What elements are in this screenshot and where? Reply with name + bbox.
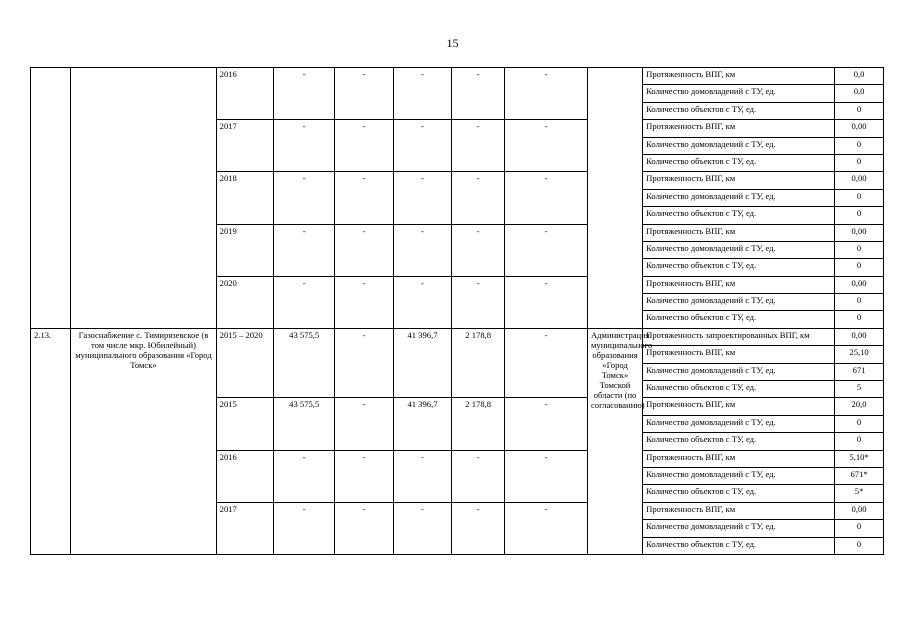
indicator-value-cell: 0	[835, 137, 884, 154]
finance-total-cell: -	[273, 120, 335, 172]
indicator-label-cell: Количество объектов с ТУ, ед.	[643, 207, 835, 224]
finance-regional-cell: -	[393, 276, 451, 328]
finance-federal-cell: -	[335, 68, 393, 120]
indicator-value-cell: 0	[835, 189, 884, 206]
row-number-cell	[31, 68, 71, 329]
finance-other-cell: -	[505, 224, 588, 276]
finance-other-cell: -	[505, 398, 588, 450]
indicator-value-cell: 0	[835, 294, 884, 311]
indicator-value-cell: 0	[835, 415, 884, 432]
indicator-value-cell: 0	[835, 520, 884, 537]
finance-regional-cell: -	[393, 224, 451, 276]
year-cell: 2016	[216, 68, 273, 120]
year-cell: 2018	[216, 172, 273, 224]
table-row	[31, 328, 884, 345]
activity-name-cell: Газоснабжение с. Тимирязевское (в том числе мкр. Юбилейный) муниципального образования «Город Томск»	[71, 328, 216, 554]
finance-local-cell: -	[452, 450, 505, 502]
indicator-label-cell: Количество объектов с ТУ, ед.	[643, 381, 835, 398]
indicator-value-cell: 671*	[835, 467, 884, 484]
indicator-value-cell: 0	[835, 207, 884, 224]
finance-regional-cell: -	[393, 68, 451, 120]
indicator-label-cell: Протяженность ВПГ, км	[643, 120, 835, 137]
finance-regional-cell: -	[393, 450, 451, 502]
executor-cell	[587, 68, 642, 329]
indicator-label-cell: Количество домовладений с ТУ, ед.	[643, 137, 835, 154]
indicator-value-cell: 0	[835, 241, 884, 258]
indicator-value-cell: 5	[835, 381, 884, 398]
indicator-value-cell: 0	[835, 154, 884, 171]
finance-total-cell: -	[273, 172, 335, 224]
indicator-value-cell: 0	[835, 259, 884, 276]
finance-total-cell: -	[273, 502, 335, 554]
finance-local-cell: 2 178,8	[452, 398, 505, 450]
indicator-label-cell: Протяженность ВПГ, км	[643, 68, 835, 85]
indicator-label-cell: Количество объектов с ТУ, ед.	[643, 154, 835, 171]
finance-local-cell: -	[452, 68, 505, 120]
activity-name-cell	[71, 68, 216, 329]
year-cell: 2015 – 2020	[216, 328, 273, 398]
indicator-label-cell: Количество объектов с ТУ, ед.	[643, 537, 835, 554]
finance-other-cell: -	[505, 502, 588, 554]
indicator-label-cell: Количество домовладений с ТУ, ед.	[643, 189, 835, 206]
year-cell: 2019	[216, 224, 273, 276]
indicator-label-cell: Количество объектов с ТУ, ед.	[643, 433, 835, 450]
finance-other-cell: -	[505, 276, 588, 328]
indicator-label-cell: Количество домовладений с ТУ, ед.	[643, 467, 835, 484]
indicator-value-cell: 0,00	[835, 120, 884, 137]
indicator-value-cell: 671	[835, 363, 884, 380]
indicator-value-cell: 0	[835, 102, 884, 119]
table-row	[31, 68, 884, 85]
finance-federal-cell: -	[335, 120, 393, 172]
program-table	[30, 67, 884, 555]
indicator-label-cell: Количество домовладений с ТУ, ед.	[643, 415, 835, 432]
finance-local-cell: -	[452, 276, 505, 328]
finance-total-cell: -	[273, 276, 335, 328]
indicator-label-cell: Количество домовладений с ТУ, ед.	[643, 363, 835, 380]
finance-federal-cell: -	[335, 276, 393, 328]
finance-other-cell: -	[505, 172, 588, 224]
finance-federal-cell: -	[335, 224, 393, 276]
finance-other-cell: -	[505, 328, 588, 398]
indicator-value-cell: 0,00	[835, 276, 884, 293]
indicator-value-cell: 0	[835, 537, 884, 554]
executor-cell: Администрация муниципального образования «Город Томск» Томской области (по согласованию)	[587, 328, 642, 554]
indicator-label-cell: Количество домовладений с ТУ, ед.	[643, 241, 835, 258]
finance-federal-cell: -	[335, 502, 393, 554]
indicator-label-cell: Протяженность ВПГ, км	[643, 502, 835, 519]
finance-other-cell: -	[505, 68, 588, 120]
indicator-value-cell: 0	[835, 311, 884, 328]
finance-federal-cell: -	[335, 450, 393, 502]
finance-total-cell: -	[273, 450, 335, 502]
finance-local-cell: -	[452, 224, 505, 276]
indicator-label-cell: Количество домовладений с ТУ, ед.	[643, 294, 835, 311]
indicator-value-cell: 0,0	[835, 68, 884, 85]
indicator-label-cell: Протяженность ВПГ, км	[643, 276, 835, 293]
finance-regional-cell: 41 396,7	[393, 398, 451, 450]
year-cell: 2017	[216, 502, 273, 554]
indicator-label-cell: Количество объектов с ТУ, ед.	[643, 485, 835, 502]
indicator-label-cell: Протяженность ВПГ, км	[643, 346, 835, 363]
finance-local-cell: -	[452, 502, 505, 554]
indicator-value-cell: 5,10*	[835, 450, 884, 467]
indicator-value-cell: 0,00	[835, 328, 884, 345]
indicator-label-cell: Количество домовладений с ТУ, ед.	[643, 85, 835, 102]
indicator-value-cell: 0,00	[835, 502, 884, 519]
indicator-value-cell: 0,00	[835, 224, 884, 241]
finance-local-cell: -	[452, 172, 505, 224]
indicator-label-cell: Протяженность ВПГ, км	[643, 398, 835, 415]
finance-total-cell: -	[273, 68, 335, 120]
indicator-value-cell: 0	[835, 433, 884, 450]
indicator-label-cell: Протяженность ВПГ, км	[643, 450, 835, 467]
year-cell: 2015	[216, 398, 273, 450]
indicator-label-cell: Протяженность ВПГ, км	[643, 224, 835, 241]
finance-other-cell: -	[505, 450, 588, 502]
finance-regional-cell: -	[393, 120, 451, 172]
finance-federal-cell: -	[335, 172, 393, 224]
indicator-label-cell: Количество домовладений с ТУ, ед.	[643, 520, 835, 537]
row-number-cell: 2.13.	[31, 328, 71, 554]
year-cell: 2016	[216, 450, 273, 502]
indicator-value-cell: 20,0	[835, 398, 884, 415]
finance-total-cell: 43 575,5	[273, 398, 335, 450]
indicator-value-cell: 0,00	[835, 172, 884, 189]
indicator-value-cell: 5*	[835, 485, 884, 502]
finance-local-cell: -	[452, 120, 505, 172]
finance-regional-cell: 41 396,7	[393, 328, 451, 398]
indicator-value-cell: 25,10	[835, 346, 884, 363]
year-cell: 2017	[216, 120, 273, 172]
finance-federal-cell: -	[335, 398, 393, 450]
indicator-label-cell: Количество объектов с ТУ, ед.	[643, 259, 835, 276]
indicator-label-cell: Протяженность запроектированных ВПГ, км	[643, 328, 835, 345]
finance-regional-cell: -	[393, 502, 451, 554]
indicator-label-cell: Количество объектов с ТУ, ед.	[643, 311, 835, 328]
finance-total-cell: -	[273, 224, 335, 276]
finance-local-cell: 2 178,8	[452, 328, 505, 398]
year-cell: 2020	[216, 276, 273, 328]
indicator-label-cell: Количество объектов с ТУ, ед.	[643, 102, 835, 119]
page-number: 15	[446, 36, 459, 50]
finance-federal-cell: -	[335, 328, 393, 398]
indicator-value-cell: 0,0	[835, 85, 884, 102]
indicator-label-cell: Протяженность ВПГ, км	[643, 172, 835, 189]
finance-other-cell: -	[505, 120, 588, 172]
finance-total-cell: 43 575,5	[273, 328, 335, 398]
finance-regional-cell: -	[393, 172, 451, 224]
